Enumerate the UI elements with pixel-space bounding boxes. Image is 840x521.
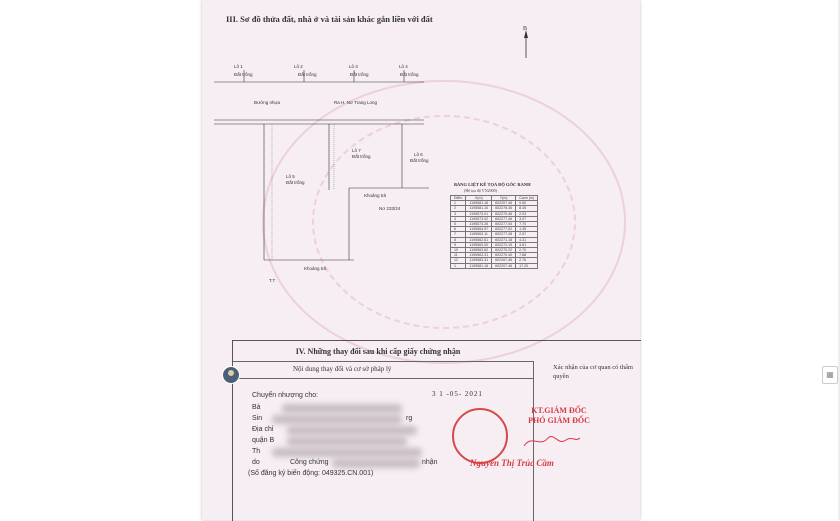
coord-cell: 602270.22 — [492, 248, 516, 253]
line-sin-tail: rg — [406, 415, 413, 422]
coord-cell: 9 — [451, 242, 466, 247]
coord-cell: 2.03 — [516, 211, 538, 216]
signer-name: Nguyễn Thị Trúc Cầm — [470, 458, 554, 468]
coord-cell: 602271.18 — [492, 237, 516, 242]
lot-7-label: Lô 7 — [352, 148, 361, 153]
redacted-name — [282, 404, 402, 413]
coord-cell: 1 — [451, 201, 466, 206]
coord-cell: 602267.46 — [492, 258, 516, 263]
redacted-birth — [272, 415, 402, 424]
coord-cell: 10 — [451, 248, 466, 253]
line-address: Địa chỉ — [252, 426, 274, 433]
confirm-column-label: Xác nhận của cơ quan có thẩm quyền — [553, 364, 633, 380]
coord-table — [450, 195, 538, 269]
coord-cell: 11 — [451, 253, 466, 258]
coord-cell: 8 — [451, 237, 466, 242]
empty-land-label-2: Đất trống — [298, 72, 317, 77]
coord-cell: 1195573.02 — [466, 216, 492, 221]
coord-cell: 1195562.61 — [466, 237, 492, 242]
role-subtitle: PHÓ GIÁM ĐỐC — [528, 416, 590, 425]
neighbor-label: Nơ 233/24 — [379, 206, 401, 211]
role-title: KT.GIÁM ĐỐC — [531, 406, 587, 415]
lot-6-label: Lô 6 — [414, 152, 423, 157]
coord-cell: 1 — [451, 263, 466, 268]
change-date: 3 1 -05- 2021 — [432, 390, 483, 398]
coord-cell: 602277.52 — [492, 227, 516, 232]
coord-cell: 1195573.01 — [466, 211, 492, 216]
lot-3-label: Lô 3 — [349, 64, 358, 69]
coord-header-y: Y(m) — [492, 196, 516, 201]
coord-cell: 602277.46 — [492, 216, 516, 221]
empty-land-label-6: Đất trống — [410, 158, 429, 163]
coord-cell: 1195563.31 — [466, 253, 492, 258]
coord-cell: 4 — [451, 216, 466, 221]
lot-4-label: Lô 4 — [399, 64, 408, 69]
coord-header-x: X(m) — [466, 196, 492, 201]
coord-cell: 7.68 — [516, 253, 538, 258]
coord-cell: 1195563.62 — [466, 248, 492, 253]
coord-cell: 4.31 — [516, 237, 538, 242]
road-label: Đường nhựa — [254, 100, 280, 105]
coord-cell: 8.45 — [516, 206, 538, 211]
empty-land-label-7: Đất trống — [352, 154, 371, 159]
line-registration-no: (Số đăng ký biến động: 049325.CN.001) — [248, 470, 374, 477]
coord-cell: 1195564.97 — [466, 227, 492, 232]
coord-cell: 602207.46 — [492, 263, 516, 268]
empty-land-label-3: Đất trống — [350, 72, 369, 77]
line-do: do — [252, 459, 260, 466]
redacted-notary — [332, 459, 420, 468]
line-transfer: Chuyển nhượng cho: — [252, 392, 319, 399]
coord-cell: 0.60 — [516, 201, 538, 206]
coord-cell: 602270.40 — [492, 253, 516, 258]
signer-role — [514, 406, 604, 426]
coord-cell: 17.20 — [516, 263, 538, 268]
coord-cell: 5 — [451, 222, 466, 227]
coord-cell: 602272.19 — [492, 242, 516, 247]
line-sin: Sin — [252, 415, 263, 422]
north-label: B — [523, 26, 528, 32]
coord-cell: 602279.46 — [492, 211, 516, 216]
coord-cell: 12 — [451, 258, 466, 263]
redacted-district — [287, 437, 407, 446]
alley-label: Ra H. Nơ Trang Long — [334, 100, 377, 105]
lot-1-label: Lô 1 — [234, 64, 243, 69]
coord-cell: 3.81 — [516, 242, 538, 247]
red-seal-stamp — [452, 408, 508, 464]
coord-cell: 1195581.18 — [466, 201, 492, 206]
content-column-header — [233, 361, 533, 379]
north-arrow-icon — [522, 30, 530, 60]
certificate-page — [202, 0, 640, 520]
coord-cell: 1195583.31 — [466, 258, 492, 263]
coord-table-subtitle: (Hệ tọa độ VN2000) — [464, 188, 497, 193]
pass-label-2: Khoảng trả — [304, 266, 327, 271]
coord-cell: 602277.28 — [492, 232, 516, 237]
line-do-tail: nhận — [422, 459, 438, 466]
line-district: quận B — [252, 437, 275, 444]
coord-cell: 2.57 — [516, 232, 538, 237]
coord-row — [451, 263, 538, 268]
content-column-label: Nội dung thay đổi và cơ sở pháp lý — [293, 365, 392, 373]
coord-cell: 1195563.00 — [466, 242, 492, 247]
coord-cell: 1195581.18 — [466, 263, 492, 268]
coord-cell: 2.70 — [516, 248, 538, 253]
section-3-title: III. Sơ đồ thửa đất, nhà ở và tài sản khác gắn liền với đất — [226, 14, 433, 24]
redacted-address — [287, 426, 417, 435]
coord-cell: 2.76 — [516, 258, 538, 263]
signature-icon — [522, 432, 582, 450]
line-th: Th — [252, 448, 261, 455]
lot-5-label: Lô 5 — [286, 174, 295, 179]
coord-cell: 602277.54 — [492, 222, 516, 227]
redacted-th — [272, 448, 422, 457]
coord-cell: 602276.46 — [492, 206, 516, 211]
coord-cell: 1195573.26 — [466, 222, 492, 227]
coord-header-edge: Cạnh (m) — [516, 196, 538, 201]
empty-land-label-4: Đất trống — [400, 72, 419, 77]
empty-land-label-5: Đất trống — [286, 180, 305, 185]
coord-table-title: BẢNG LIỆT KÊ TỌA ĐỘ GÓC RANH — [454, 182, 531, 187]
coord-cell: 602207.46 — [492, 201, 516, 206]
pass-label: Khoảng trả — [364, 193, 387, 198]
coord-cell: 1.35 — [516, 227, 538, 232]
empty-land-label-1: Đất trống — [234, 72, 253, 77]
coord-cell: 7 — [451, 232, 466, 237]
coord-cell: 7.70 — [516, 222, 538, 227]
section-4-title: IV. Những thay đổi sau khi cấp giấy chứng nhận — [295, 347, 461, 356]
line-ba: Bà — [252, 404, 261, 411]
land-plot-map — [214, 60, 444, 283]
line-notary: Công chứng — [290, 459, 329, 466]
coord-cell: 3 — [451, 211, 466, 216]
coord-cell: 1195581.10 — [466, 206, 492, 211]
lot-2-label: Lô 2 — [294, 64, 303, 69]
coord-cell: 6 — [451, 227, 466, 232]
user-avatar[interactable] — [222, 366, 240, 384]
coord-cell: 1195563.11 — [466, 232, 492, 237]
lot-number-label: T.T — [269, 278, 276, 283]
coord-cell: 2 — [451, 206, 466, 211]
image-viewer-icon[interactable]: ▦ — [822, 366, 838, 384]
coord-header-point: Điểm — [451, 196, 466, 201]
coord-cell: 3.07 — [516, 216, 538, 221]
